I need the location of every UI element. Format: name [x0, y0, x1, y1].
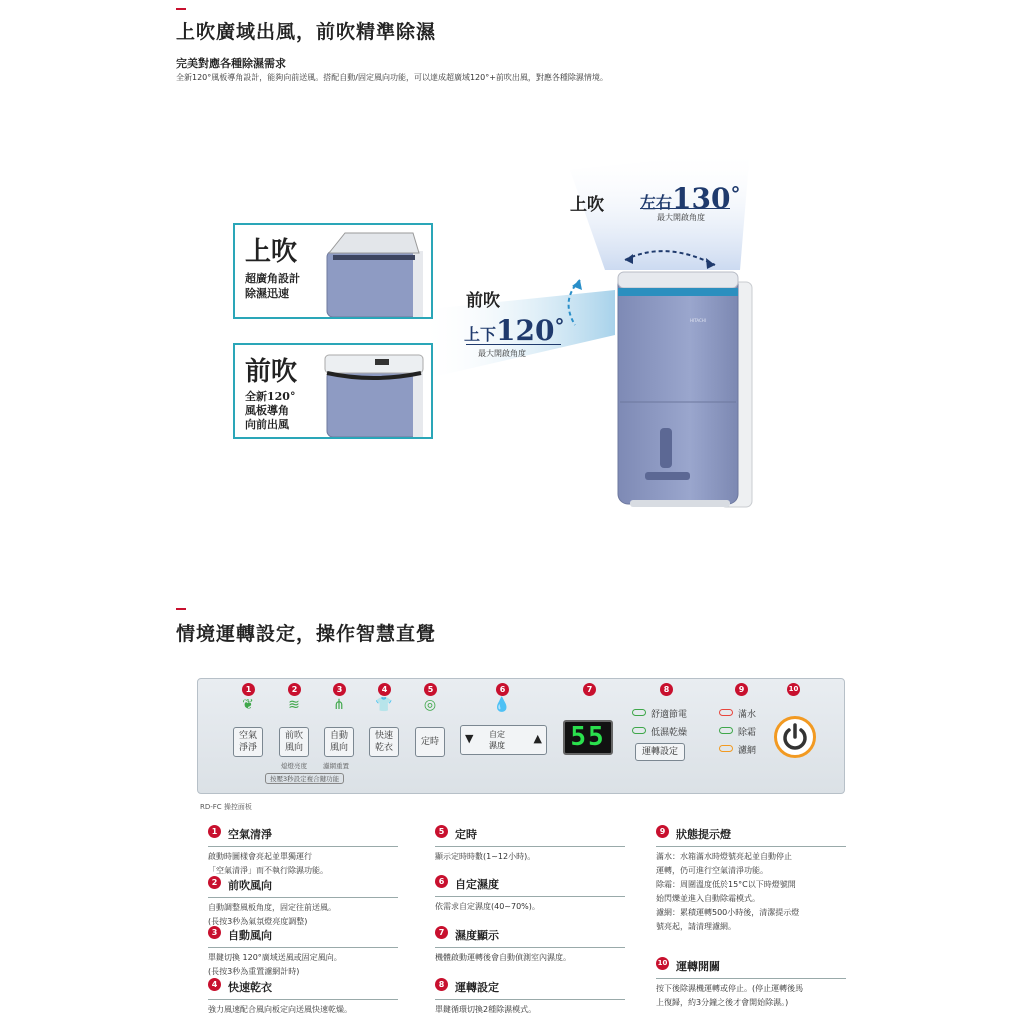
- timer-button[interactable]: 定時: [415, 727, 445, 757]
- dehumidifier-top-open-image: [315, 229, 427, 317]
- panel-model-caption: RD-FC 操控面板: [200, 803, 252, 811]
- legend-number: 4: [208, 978, 221, 991]
- section-title: 上吹廣域出風，前吹精準除濕: [176, 21, 437, 43]
- legend-item-7: [435, 927, 625, 965]
- front-blow-label: 前吹: [466, 291, 500, 311]
- legend-title: 4 快速乾衣: [208, 979, 398, 1000]
- legend-body: 單鍵切換 120°廣域送風或固定風向。 (長按3秒為重置濾網計時): [208, 953, 342, 976]
- top-angle-caption: 最大開啟角度: [657, 213, 705, 222]
- hint-dim-light: 熄燈亮度: [281, 762, 307, 770]
- section-description: 全新120°風板導角設計，能夠向前送風。搭配自動/固定風向功能，可以達成超廣域120°+前吹出風，對應各種除濕情境。: [176, 73, 608, 82]
- legend-title: 7 濕度顯示: [435, 927, 625, 948]
- airflow-front-icon: ≋: [288, 697, 300, 713]
- legend-item-6: [435, 876, 625, 914]
- legend-title: 10 運轉開關: [656, 958, 846, 979]
- front-angle-caption: 最大開啟角度: [478, 349, 526, 358]
- callout-7: 7: [583, 683, 596, 696]
- legend-item-2: [208, 877, 398, 929]
- legend-number: 1: [208, 825, 221, 838]
- airflow-auto-icon: ⋔: [333, 697, 345, 713]
- legend-body: 機體啟動運轉後會自動偵測室內濕度。: [435, 953, 571, 962]
- legend-number: 3: [208, 926, 221, 939]
- legend-title: 1 空氣清淨: [208, 826, 398, 847]
- dehumidifier-image: [610, 262, 760, 512]
- legend-body: 自動調整風板角度，固定往前送風。 (長按3秒為氣氛燈亮度調整): [208, 903, 336, 926]
- legend-item-4: [208, 979, 398, 1017]
- hint-filter-reset: 濾網重置: [323, 762, 349, 770]
- humidity-up-button[interactable]: ▲: [533, 732, 542, 745]
- humidity-down-button[interactable]: ▼: [465, 732, 474, 745]
- status-led-filter: [719, 745, 733, 752]
- top-blow-card: 上吹 超廣角設計 除濕迅速: [233, 223, 433, 319]
- legend-number: 2: [208, 876, 221, 889]
- card-title: 前吹: [245, 357, 298, 387]
- control-panel: [197, 678, 845, 794]
- status-led-full: [719, 709, 733, 716]
- power-button[interactable]: [774, 716, 816, 758]
- legend-body: 滿水：水箱滿水時燈號亮起並自動停止 運轉，仍可進行空氣清淨功能。 除霜：周圍溫度低於15°C以下時燈號開 始閃爍並進入自動除霜模式。 濾網：累積運轉500小時後，清潔提示燈 號亮起，請清理濾網。: [656, 852, 800, 931]
- legend-body: 顯示定時時數(1~12小時)。: [435, 852, 536, 861]
- section-title: 情境運轉設定，操作智慧直覺: [176, 623, 437, 645]
- legend-body: 依需求自定濕度(40~70%)。: [435, 902, 540, 911]
- card-title: 上吹: [245, 237, 298, 267]
- top-angle-value: 左右130°: [640, 182, 741, 215]
- air-purify-button[interactable]: 空氣 淨淨: [233, 727, 263, 757]
- legend-number: 5: [435, 825, 448, 838]
- legend-body: 強力風速配合風向板定向送風快速乾燥。: [208, 1005, 352, 1014]
- quick-dry-button[interactable]: 快速 乾衣: [369, 727, 399, 757]
- auto-direction-button[interactable]: 自動 風向: [324, 727, 354, 757]
- legend-item-5: [435, 826, 625, 864]
- status-label-filter: 濾網: [738, 746, 757, 756]
- legend-number: 9: [656, 825, 669, 838]
- shirt-icon: 👕: [375, 697, 393, 713]
- legend-title: 8 運轉設定: [435, 979, 625, 1000]
- legend-body: 單鍵循環切換2種除濕模式。: [435, 1005, 537, 1014]
- callout-1: 1: [242, 683, 255, 696]
- legend-number: 6: [435, 875, 448, 888]
- power-icon: [777, 719, 813, 755]
- legend-item-3: [208, 927, 398, 979]
- legend-number: 7: [435, 926, 448, 939]
- callout-6: 6: [496, 683, 509, 696]
- legend-item-10: [656, 958, 846, 1010]
- water-drop-icon: 💧: [493, 697, 511, 713]
- legend-body: 按下後除濕機運轉或停止。(停止運轉後馬 上復歸，約3分鐘之後才會開始除濕。): [656, 984, 804, 1007]
- mode-label-comfort: 舒適節電: [651, 710, 688, 720]
- mode-led-dry: [632, 727, 646, 734]
- top-blow-label: 上吹: [570, 195, 604, 215]
- legend-item-8: [435, 979, 625, 1017]
- legend-item-9: [656, 826, 846, 934]
- humidity-display: 55: [563, 720, 613, 755]
- callout-4: 4: [378, 683, 391, 696]
- accent-bar: [176, 608, 186, 610]
- front-blow-card: 前吹 全新120° 風板導角 向前出風: [233, 343, 433, 439]
- legend-title: 5 定時: [435, 826, 625, 847]
- timer-icon: ◎: [423, 697, 437, 713]
- callout-5: 5: [424, 683, 437, 696]
- svg-text:HITACHI: HITACHI: [690, 318, 706, 323]
- legend-title: 3 自動風向: [208, 927, 398, 948]
- callout-10: 10: [787, 683, 800, 696]
- section-subtitle: 完美對應各種除濕需求: [176, 57, 286, 70]
- front-angle-value: 上下120°: [464, 314, 565, 347]
- mode-label-dry: 低濕乾燥: [651, 728, 688, 738]
- callout-8: 8: [660, 683, 673, 696]
- mode-setting-button[interactable]: 運轉設定: [635, 743, 685, 761]
- status-led-defrost: [719, 727, 733, 734]
- humidity-control: ▼ 自定 濕度 ▲: [460, 725, 547, 755]
- status-label-defrost: 除霜: [738, 728, 757, 738]
- callout-2: 2: [288, 683, 301, 696]
- hold-hint: 按壓3秒設定複合鍵功能: [265, 773, 344, 784]
- legend-number: 10: [656, 957, 669, 970]
- status-label-full: 滿水: [738, 710, 757, 720]
- front-blow-button[interactable]: 前吹 風向: [279, 727, 309, 757]
- legend-title: 6 自定濕度: [435, 876, 625, 897]
- accent-bar: [176, 8, 186, 10]
- callout-9: 9: [735, 683, 748, 696]
- callout-3: 3: [333, 683, 346, 696]
- legend-title: 9 狀態提示燈: [656, 826, 846, 847]
- legend-number: 8: [435, 978, 448, 991]
- legend-title: 2 前吹風向: [208, 877, 398, 898]
- legend-item-1: [208, 826, 398, 878]
- dehumidifier-front-open-image: [315, 349, 427, 437]
- legend-body: 啟動時圖樣會亮起並單獨運行 「空氣清淨」而不執行除濕功能。: [208, 852, 328, 875]
- mode-led-comfort: [632, 709, 646, 716]
- leaf-icon: ❦: [242, 697, 254, 713]
